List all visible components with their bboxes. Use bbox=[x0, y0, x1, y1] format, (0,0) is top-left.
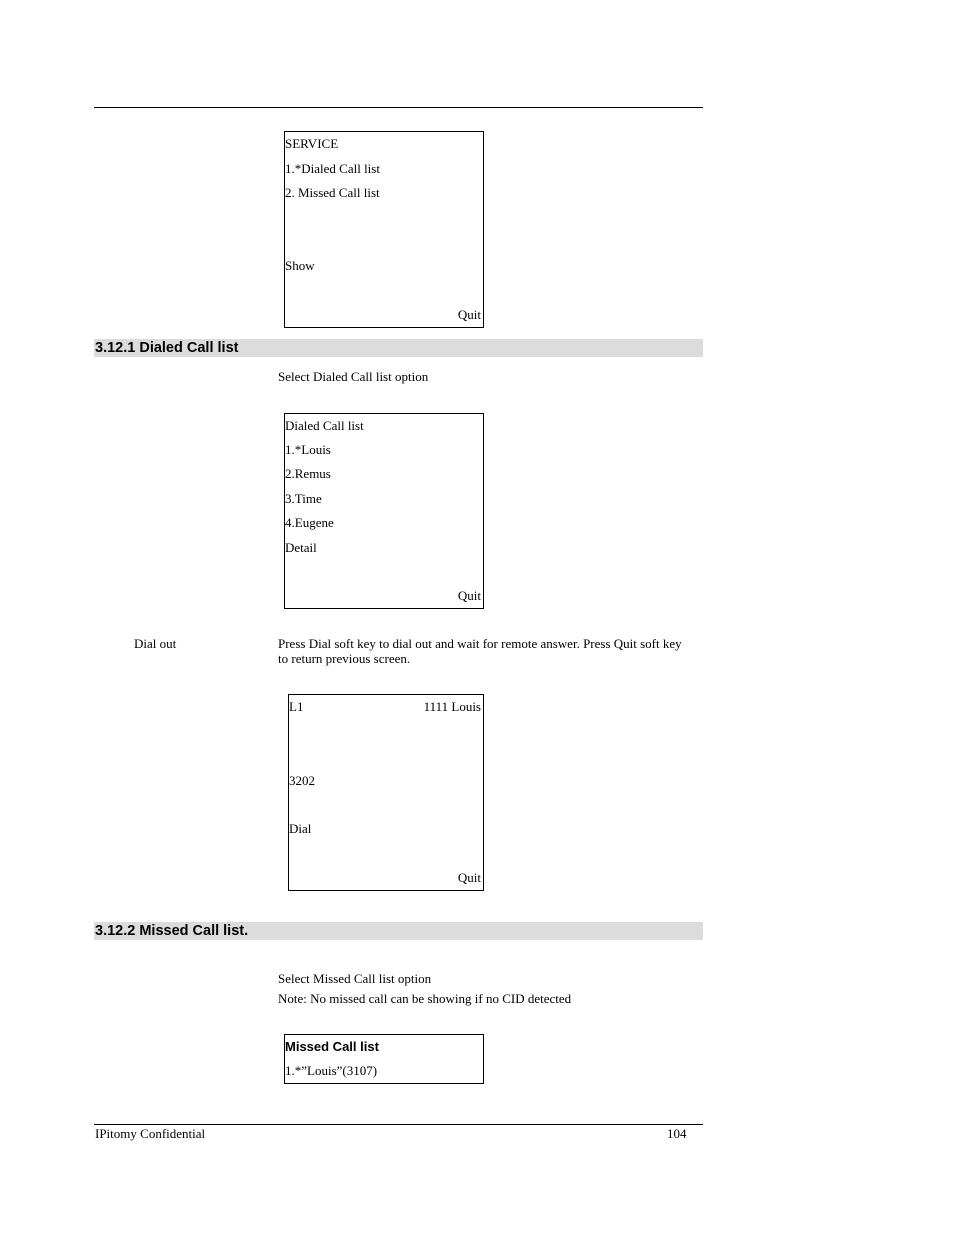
show-softkey: Show bbox=[285, 258, 315, 273]
dial-out-label: Dial out bbox=[134, 636, 177, 651]
dialed-number: 3202 bbox=[289, 773, 315, 788]
missed-note: Note: No missed call can be showing if no CID detected bbox=[278, 991, 572, 1006]
missed-list-screen bbox=[284, 1034, 484, 1084]
missed-list-title: Missed Call list bbox=[285, 1039, 379, 1054]
missed-list-item: 1.*”Louis”(3107) bbox=[285, 1063, 378, 1078]
service-item-dialed: 1.*Dialed Call list bbox=[285, 161, 380, 176]
page-number: 104 bbox=[667, 1126, 687, 1141]
detail-softkey: Detail bbox=[285, 540, 317, 555]
dial-out-screen bbox=[288, 694, 484, 891]
dialed-list-screen bbox=[284, 413, 484, 609]
section-heading-missed: 3.12.2 Missed Call list. bbox=[94, 922, 703, 940]
header-rule bbox=[94, 107, 703, 108]
dialed-list-item: 1.*Louis bbox=[285, 442, 331, 457]
quit-softkey: Quit bbox=[457, 588, 481, 603]
contact-name: 1111 Louis bbox=[423, 699, 481, 714]
missed-intro: Select Missed Call list option bbox=[278, 971, 432, 986]
dial-softkey: Dial bbox=[289, 821, 312, 836]
line-indicator: L1 bbox=[289, 699, 304, 714]
service-screen bbox=[284, 131, 484, 328]
dialed-intro: Select Dialed Call list option bbox=[278, 369, 429, 384]
footer-confidential: IPitomy Confidential bbox=[95, 1126, 206, 1141]
dialed-list-item: 4.Eugene bbox=[285, 515, 334, 530]
dialed-list-item: 2.Remus bbox=[285, 466, 331, 481]
service-item-missed: 2. Missed Call list bbox=[285, 185, 380, 200]
dialed-list-item: 3.Time bbox=[285, 491, 322, 506]
dialed-list-title: Dialed Call list bbox=[285, 418, 364, 433]
section-heading-dialed: 3.12.1 Dialed Call list bbox=[94, 339, 703, 357]
quit-softkey: Quit bbox=[457, 870, 481, 885]
service-title: SERVICE bbox=[285, 136, 339, 151]
dial-out-description: Press Dial soft key to dial out and wait for remote answer. Press Quit soft key to return previous screen. bbox=[278, 636, 682, 666]
quit-softkey: Quit bbox=[457, 307, 481, 322]
footer-rule bbox=[94, 1124, 703, 1125]
